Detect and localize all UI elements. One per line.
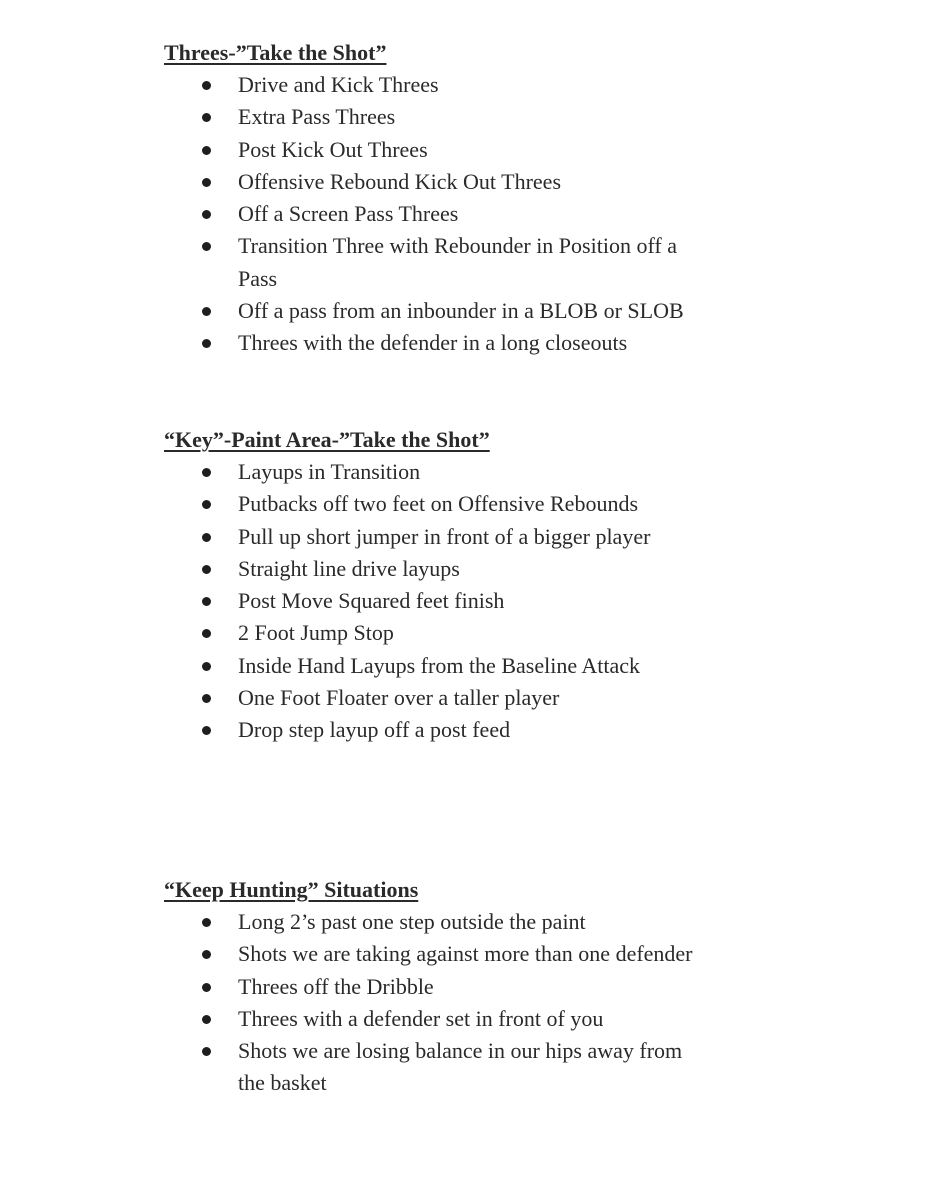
list-item — [164, 1035, 708, 1100]
bullet-icon — [202, 597, 211, 606]
list-item-text: 2 Foot Jump Stop — [238, 620, 394, 646]
bullet-icon — [202, 726, 211, 735]
list-item — [164, 295, 708, 327]
bullet-icon — [202, 950, 211, 959]
list-item — [164, 198, 708, 230]
list-item — [164, 553, 708, 585]
list-item — [164, 69, 708, 101]
list-item-text: Drive and Kick Threes — [238, 72, 439, 97]
bullet-icon — [202, 1015, 211, 1024]
bullet-list — [164, 69, 864, 360]
list-item — [164, 971, 708, 1003]
list-item-text: Threes with the defender in a long closeouts — [238, 330, 628, 356]
list-item — [164, 938, 708, 970]
section-heading: “Keep Hunting” Situations — [164, 877, 419, 902]
list-item-text: Extra Pass Threes — [238, 104, 396, 130]
list-item-text: Off a Screen Pass Threes — [238, 201, 459, 227]
list-item-text: Threes with a defender set in front of you — [238, 1005, 604, 1031]
list-item — [164, 906, 708, 938]
list-item-text: Shots we are losing balance in our hips away from the basket — [238, 1038, 683, 1096]
bullet-icon — [202, 307, 211, 316]
list-item-text: Offensive Rebound Kick Out Threes — [238, 168, 562, 194]
list-item — [164, 134, 708, 166]
bullet-icon — [202, 1047, 211, 1056]
bullet-icon — [202, 113, 211, 122]
section-threes — [164, 37, 864, 360]
list-item-text: Layups in Transition — [238, 459, 421, 484]
list-item-text: One Foot Floater over a taller player — [238, 685, 560, 711]
bullet-icon — [202, 918, 211, 927]
list-item-text: Pull up short jumper in front of a bigger player — [238, 523, 651, 549]
list-item-text: Drop step layup off a post feed — [238, 717, 511, 743]
list-item — [164, 617, 708, 649]
list-item-text: Long 2’s past one step outside the paint — [238, 909, 586, 934]
list-item — [164, 585, 708, 617]
bullet-icon — [202, 565, 211, 574]
list-item-text: Off a pass from an inbounder in a BLOB or SLOB — [238, 298, 684, 324]
bullet-icon — [202, 81, 211, 90]
list-item — [164, 456, 708, 488]
bullet-icon — [202, 242, 211, 251]
list-item — [164, 650, 708, 682]
list-item — [164, 101, 708, 133]
bullet-icon — [202, 629, 211, 638]
bullet-icon — [202, 533, 211, 542]
bullet-icon — [202, 983, 211, 992]
section-heading: “Key”-Paint Area-”Take the Shot” — [164, 427, 490, 452]
section-key-paint-area — [164, 424, 864, 747]
list-item — [164, 1003, 708, 1035]
list-item-text: Transition Three with Rebounder in Position off a Pass — [238, 233, 677, 291]
section-heading: Threes-”Take the Shot” — [164, 40, 387, 65]
list-item — [164, 166, 708, 198]
list-item — [164, 327, 708, 359]
bullet-icon — [202, 662, 211, 671]
list-item-text: Threes off the Dribble — [238, 973, 434, 999]
bullet-list — [164, 456, 864, 747]
list-item — [164, 521, 708, 553]
bullet-icon — [202, 468, 211, 477]
list-item-text: Shots we are taking against more than one defender — [238, 941, 693, 967]
bullet-list — [164, 906, 864, 1100]
list-item-text: Straight line drive layups — [238, 555, 460, 581]
list-item — [164, 230, 708, 295]
bullet-icon — [202, 694, 211, 703]
list-item — [164, 682, 708, 714]
list-item-text: Putbacks off two feet on Offensive Rebounds — [238, 491, 639, 517]
list-item — [164, 488, 708, 520]
list-item — [164, 714, 708, 746]
list-item-text: Post Kick Out Threes — [238, 136, 428, 162]
bullet-icon — [202, 339, 211, 348]
list-item-text: Post Move Squared feet finish — [238, 588, 505, 614]
bullet-icon — [202, 146, 211, 155]
list-item-text: Inside Hand Layups from the Baseline Attack — [238, 652, 641, 678]
bullet-icon — [202, 500, 211, 509]
section-keep-hunting — [164, 874, 864, 1100]
bullet-icon — [202, 210, 211, 219]
bullet-icon — [202, 178, 211, 187]
